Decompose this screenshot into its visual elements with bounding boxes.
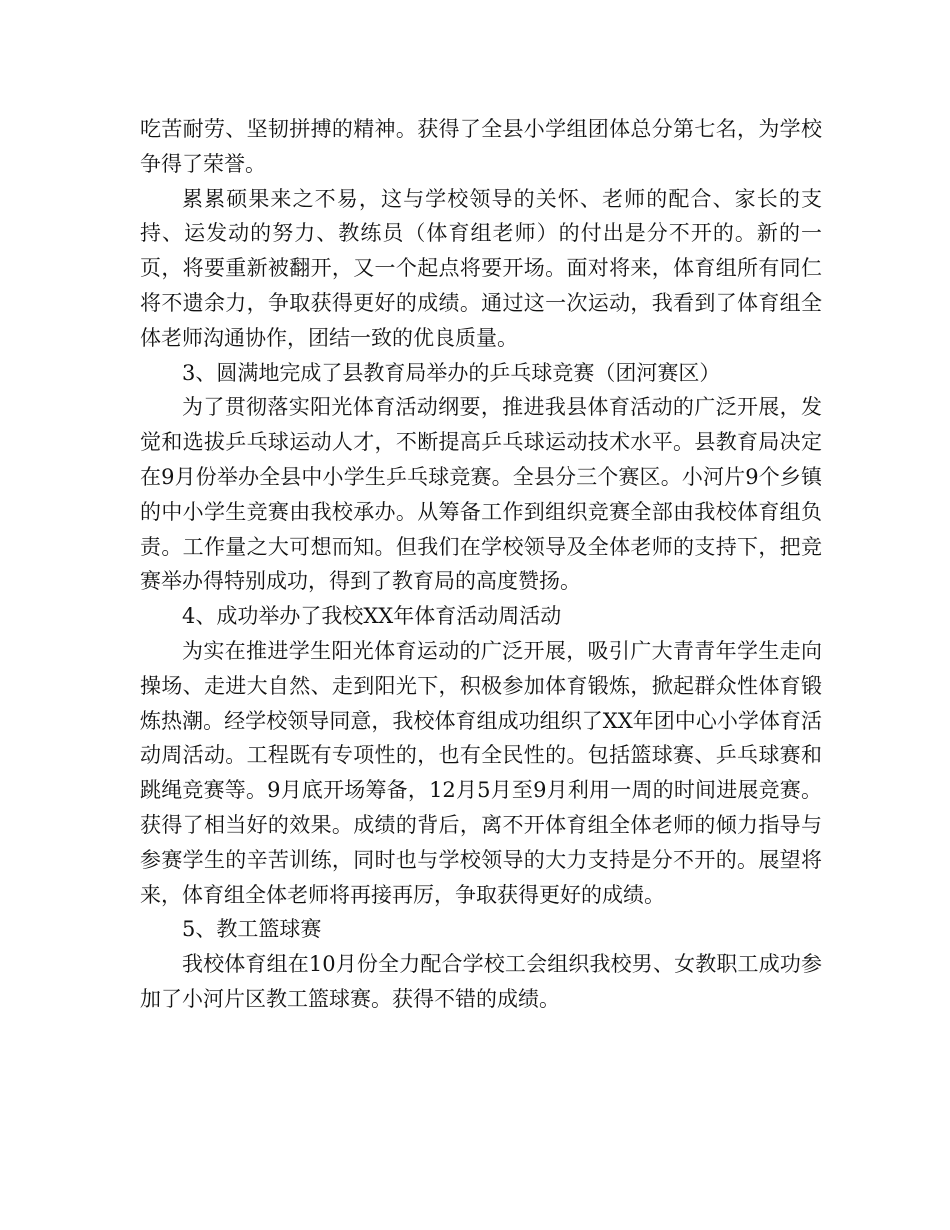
paragraph-5: 我校体育组在10月份全力配合学校工会组织我校男、女教职工成功参加了小河片区教工篮球赛。获得不错的成绩。 <box>140 952 822 1011</box>
paragraph-1: 吃苦耐劳、坚韧拼搏的精神。获得了全县小学组团体总分第七名，为学校争得了荣誉。 <box>140 117 822 176</box>
document-body <box>140 112 822 1017</box>
paragraph-2: 累累硕果来之不易，这与学校领导的关怀、老师的配合、家长的支持、运发动的努力、教练员（体育组老师）的付出是分不开的。新的一页，将要重新被翻开，又一个起点将要开场。面对将来，体育组所有同仁将不遗余力，争取获得更好的成绩。通过这一次运动，我看到了体育组全体老师沟通协作，团结一致的优良质量。 <box>140 186 822 350</box>
section-heading-5: 5、教工篮球赛 <box>182 917 322 942</box>
paragraph-3: 为了贯彻落实阳光体育活动纲要，推进我县体育活动的广泛开展，发觉和选拔乒乓球运动人才，不断提高乒乓球运动技术水平。县教育局决定在9月份举办全县中小学生乒乓球竞赛。全县分三个赛区。小河片9个乡镇的中小学生竞赛由我校承办。从筹备工作到组织竞赛全部由我校体育组负责。工作量之大可想而知。但我们在学校领导及全体老师的支持下，把竞赛举办得特别成功，得到了教育局的高度赞扬。 <box>140 395 822 594</box>
paragraph-4: 为实在推进学生阳光体育运动的广泛开展，吸引广大青青年学生走向操场、走进大自然、走到阳光下，积极参加体育锻炼，掀起群众性体育锻炼热潮。经学校领导同意，我校体育组成功组织了XX年团中心小学体育活动周活动。工程既有专项性的，也有全民性的。包括篮球赛、乒乓球赛和跳绳竞赛等。9月底开场筹备，12月5月至9月利用一周的时间进展竞赛。获得了相当好的效果。成绩的背后，离不开体育组全体老师的倾力指导与参赛学生的辛苦训练，同时也与学校领导的大力支持是分不开的。展望将来，体育组全体老师将再接再厉，争取获得更好的成绩。 <box>140 638 822 907</box>
section-heading-4: 4、成功举办了我校XX年体育活动周活动 <box>182 604 562 629</box>
section-heading-3: 3、圆满地完成了县教育局举办的乒乓球竞赛（团河赛区） <box>182 360 721 385</box>
